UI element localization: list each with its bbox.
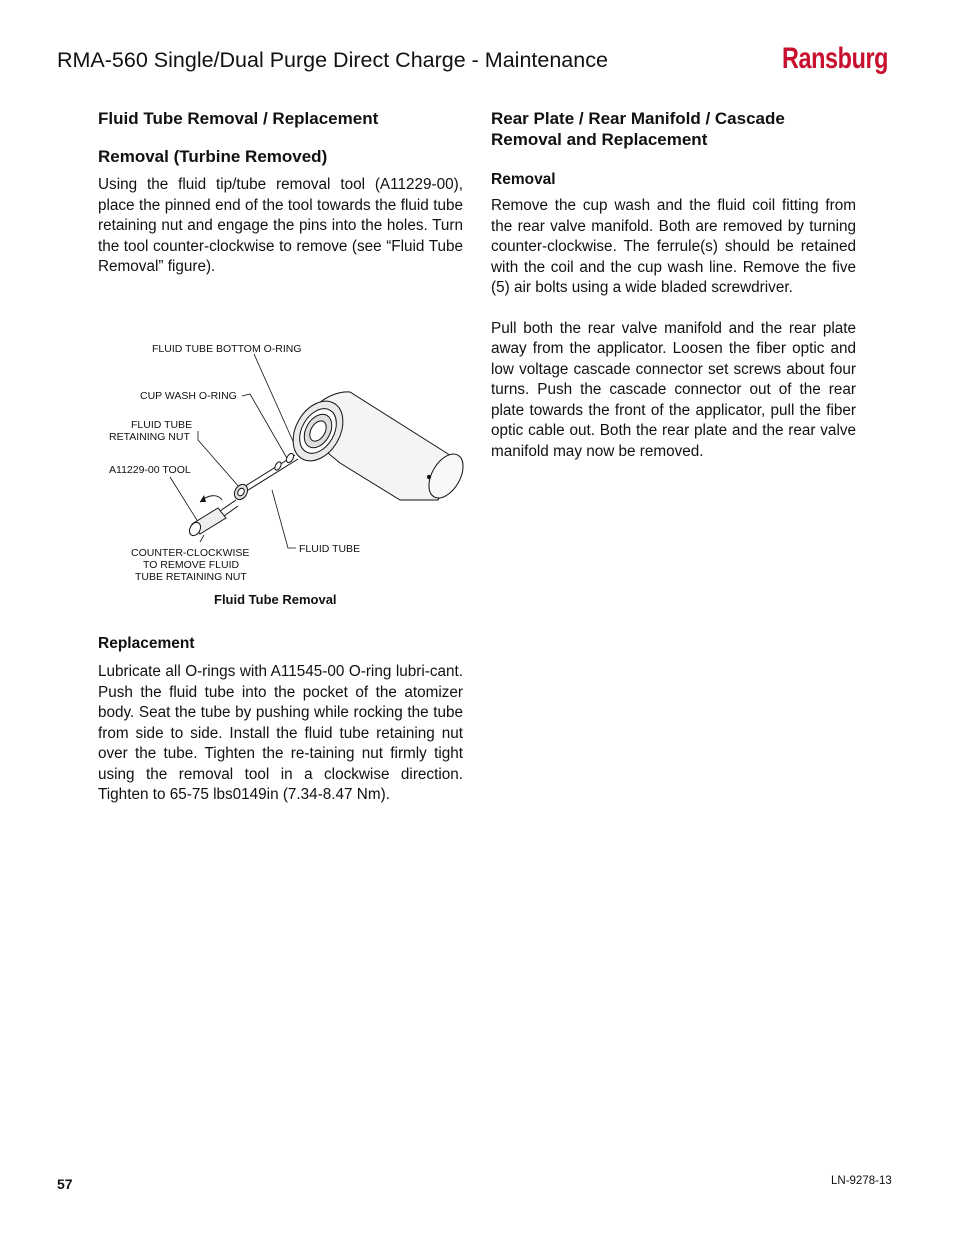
label-ccw-1: COUNTER-CLOCKWISE: [131, 547, 250, 559]
leader-retaining-nut: [198, 431, 240, 488]
section-heading-rear-plate: Rear Plate / Rear Manifold / Cascade Removal and Replacement: [491, 109, 785, 149]
section-heading-fluid-tube: Fluid Tube Removal / Replacement: [98, 109, 379, 128]
replacement-section: [98, 634, 463, 806]
leader-tool: [170, 477, 200, 525]
document-id: LN-9278-13: [831, 1175, 892, 1187]
label-ccw-2: TO REMOVE FLUID: [143, 559, 240, 571]
leader-bottom-oring: [254, 354, 296, 448]
label-ccw-3: TUBE RETAINING NUT: [135, 571, 247, 583]
replacement-heading: Replacement: [98, 635, 195, 652]
label-retaining-nut-2: RETAINING NUT: [109, 431, 190, 443]
right-column: [491, 108, 856, 462]
subheading-removal-turbine: Removal (Turbine Removed): [98, 147, 328, 166]
fluid-tube-removal-diagram: [100, 330, 470, 585]
left-column: [98, 108, 463, 278]
rear-removal-paragraph-2: Pull both the rear valve manifold and the rear plate away from the applicator. Loosen the fiber optic and low voltage cascade connector set screws about four turns. Push the cascade connector out of the rear plate towards the front of the applicator, pull the fiber optic cable out. Both the rear plate and the rear valve manifold may now be removed.: [491, 319, 856, 460]
atomizer-body: [283, 392, 470, 504]
leader-cup-wash-oring: [242, 394, 288, 460]
label-cup-wash-oring: CUP WASH O-RING: [140, 390, 237, 402]
fluid-tube-removal-figure: [100, 330, 470, 585]
leader-ccw: [200, 535, 204, 542]
page-number: 57: [57, 1176, 73, 1192]
replacement-paragraph: Lubricate all O-rings with A11545-00 O-ring lubri-cant. Push the fluid tube into the pocket of the atomizer body. Seat the tube by pushing while rocking the tube from side to side. Install the fluid tube retaining nut over the tube. Tighten the re-taining nut firmly tight using the removal tool in a clockwise direction. Tighten to 65-75 lbs0149in (7.34-8.47 Nm).: [98, 663, 463, 803]
removal-tool: [187, 500, 238, 538]
rear-removal-paragraph-1: Remove the cup wash and the fluid coil fitting from the rear valve manifold. Both are removed by turning counter-clockwise. The ferrule(s) should be retained with the coil and the cup wash line. Remove the five (5) air bolts using a wide bladed screwdriver.: [491, 197, 856, 296]
brand-logo: Ransburg: [782, 42, 889, 75]
subheading-removal: Removal: [491, 171, 556, 188]
page-header-title: RMA-560 Single/Dual Purge Direct Charge - Maintenance: [57, 48, 608, 72]
figure-caption: Fluid Tube Removal: [214, 592, 337, 607]
fluid-tube: [242, 452, 298, 492]
label-retaining-nut-1: FLUID TUBE: [131, 419, 193, 431]
leader-fluid-tube: [272, 490, 296, 548]
label-bottom-oring: FLUID TUBE BOTTOM O-RING: [152, 343, 302, 355]
removal-paragraph: Using the fluid tip/tube removal tool (A11229-00), place the pinned end of the tool towards the fluid tube retaining nut and engage the pins into the holes. Turn the tool counter-clockwise to remove (see “Fluid Tube Removal” figure).: [98, 176, 463, 275]
label-tool: A11229-00 TOOL: [109, 464, 191, 476]
label-fluid-tube: FLUID TUBE: [299, 543, 361, 555]
